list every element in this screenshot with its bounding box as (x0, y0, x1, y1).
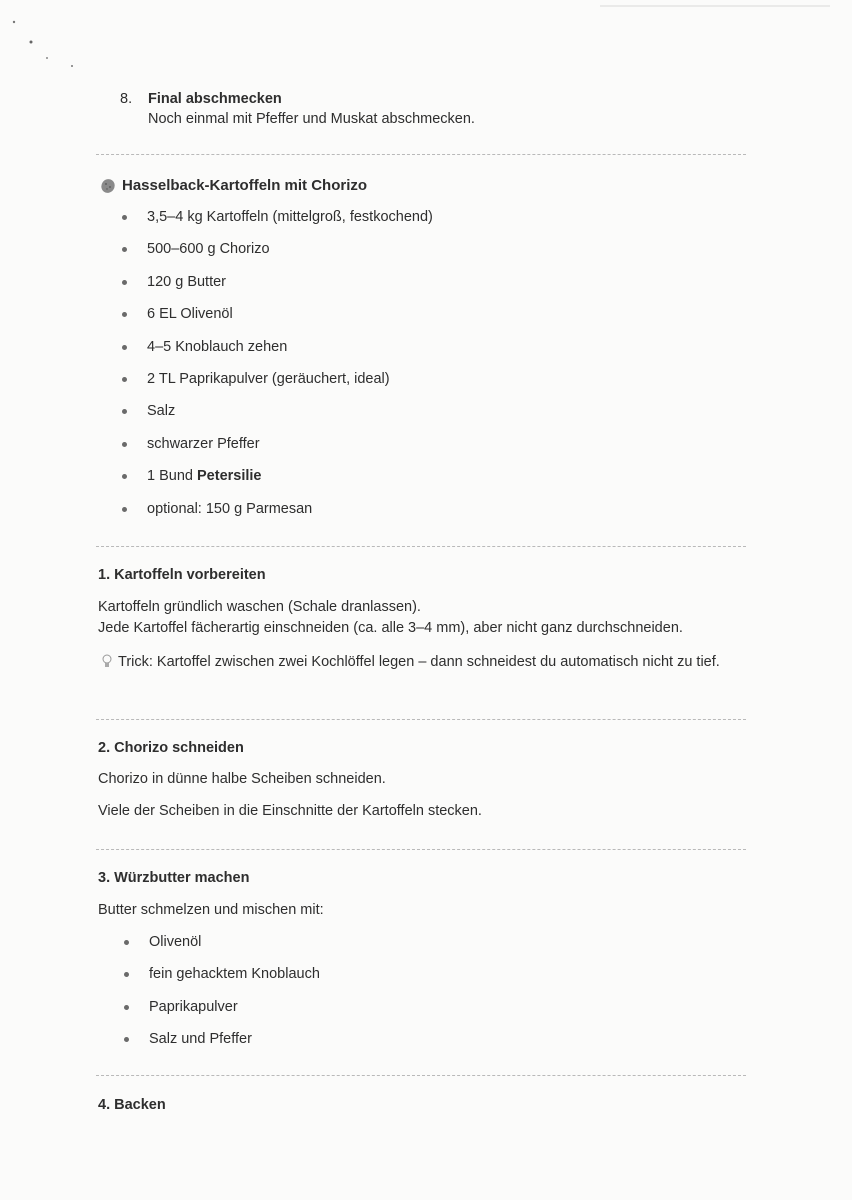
bullet-icon (122, 280, 127, 285)
bullet-icon (122, 474, 127, 479)
bullet-icon (122, 247, 127, 252)
list-item: optional: 150 g Parmesan (118, 499, 433, 531)
list-item: Paprikapulver (120, 997, 320, 1029)
bullet-icon (122, 377, 127, 382)
bullet-icon (124, 1037, 129, 1042)
bullet-icon (122, 345, 127, 350)
section-1-line-1: Kartoffeln gründlich waschen (Schale dranlassen). (98, 599, 421, 615)
list-item: 4–5 Knoblauch zehen (118, 337, 433, 369)
list-item: 6 EL Olivenöl (118, 304, 433, 336)
bullet-icon (124, 972, 129, 977)
bullet-icon (122, 409, 127, 414)
recipe-title (100, 175, 367, 197)
step-8-title: Final abschmecken (148, 91, 282, 107)
list-item: Olivenöl (120, 932, 320, 964)
lightbulb-icon (102, 654, 112, 668)
divider (96, 154, 746, 155)
list-item: Salz (118, 401, 433, 433)
tip-paragraph (98, 651, 738, 673)
list-item: 500–600 g Chorizo (118, 239, 433, 271)
section-2-line-1: Chorizo in dünne halbe Scheiben schneiden. (98, 771, 386, 787)
section-2-heading: 2. Chorizo schneiden (98, 740, 244, 756)
list-item: fein gehacktem Knoblauch (120, 964, 320, 996)
ingredient-list (118, 207, 433, 531)
list-item: 3,5–4 kg Kartoffeln (mittelgroß, festkochend) (118, 207, 433, 239)
step-8 (120, 89, 475, 129)
divider (96, 546, 746, 547)
section-1-line-2: Jede Kartoffel fächerartig einschneiden (ca. alle 3–4 mm), aber nicht ganz durchschneiden. (98, 620, 683, 636)
bullet-icon (124, 1005, 129, 1010)
list-item: 120 g Butter (118, 272, 433, 304)
list-item: schwarzer Pfeffer (118, 434, 433, 466)
section-2-line-2: Viele der Scheiben in die Einschnitte der Kartoffeln stecken. (98, 803, 482, 819)
butter-ingredient-list (120, 932, 320, 1062)
bullet-icon (124, 940, 129, 945)
step-8-description: Noch einmal mit Pfeffer und Muskat abschmecken. (148, 111, 475, 127)
potato-icon (100, 178, 116, 194)
section-3-intro: Butter schmelzen und mischen mit: (98, 902, 324, 918)
bullet-icon (122, 442, 127, 447)
tip-text: Trick: Kartoffel zwischen zwei Kochlöffel legen – dann schneidest du automatisch nicht zu tief. (118, 654, 720, 670)
divider (96, 849, 746, 850)
list-item: Salz und Pfeffer (120, 1029, 320, 1061)
list-item: 1 Bund Petersilie (118, 466, 433, 498)
section-3-heading: 3. Würzbutter machen (98, 870, 250, 886)
list-item: 2 TL Paprikapulver (geräuchert, ideal) (118, 369, 433, 401)
step-8-number: 8. (120, 91, 133, 107)
section-4-heading: 4. Backen (98, 1097, 166, 1113)
divider (96, 719, 746, 720)
bullet-icon (122, 312, 127, 317)
recipe-title-text: Hasselback-Kartoffeln mit Chorizo (122, 177, 368, 194)
bullet-icon (122, 507, 127, 512)
divider (96, 1075, 746, 1076)
bullet-icon (122, 215, 127, 220)
section-1-heading: 1. Kartoffeln vorbereiten (98, 567, 266, 583)
